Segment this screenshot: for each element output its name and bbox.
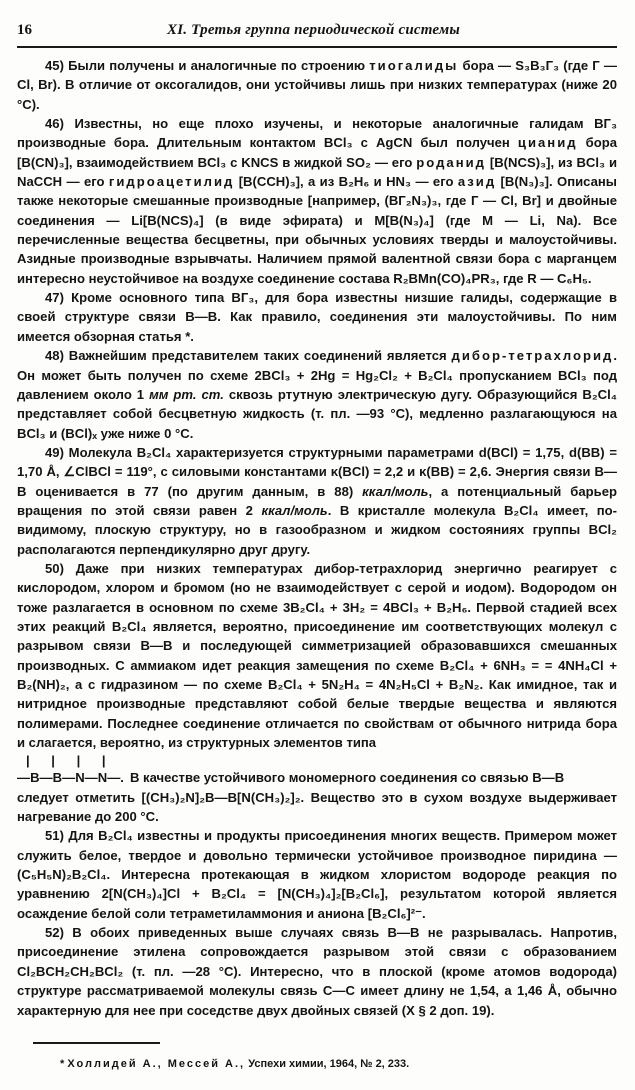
text-run: Молекула B₂Cl₄ характеризуется структурными параметрами d(BCl) = 1,75, d(BB) = 1,70 Å, ∠ClBCl = 119°, с силовыми константами κ(BCl) = 2,2 и κ(BB) = 2,6. Энергия связи B—B оценивается в 77 (по другим данным, в 88) [17,444,617,499]
text-run: . Он может быть получен по схеме 2BCl₃ + 2Hg = Hg₂Cl₂ + B₂Cl₄ пропусканием BCl₃ под давлением около 1 [17,348,617,402]
text-run: Даже при низких температурах дибор-тетрахлорид энергично реагирует с кислородом, хлором и бромом (но не взаимодействует с серой и иодом). Водородом он тоже разлагается в основном по схеме 3B₂Cl₄ + 3H₂ = 4BCl₃ + B₂H₆. Первой стадией всех этих реакций B₂Cl₄ является, вероятно, присоединение им соответствующих молекул с разрывом связи B—B и последующей симметризацией образовавшихся смешанных производных. С аммиаком идет реакция замещения по схеме B₂Cl₄ + 6NH₃ = = 4NH₄Cl + B₂(NH)₂, а с гидразином — по схеме B₂Cl₄ + 5N₂H₄ = 4N₂H₅Cl + B₂N₂. Как имидное, так и нитридное производные представляют собой белые твердые вещества и являются полимерами. Последнее соединение отличается по свойствам от обычного нитрида бора и слагается, вероятно, из структурных элементов типа [17,560,617,751]
italic-unit: ккал/моль [362,483,429,499]
text-run: [B(NCS)₃], из BCl₃ и NaCCH — его [17,154,618,190]
footnote-authors: Холлидей А., Мессей А., [67,1057,246,1070]
footnote-citation: Успехи химии, 1964, № 2, 233. [248,1057,410,1070]
text-run: бора — S₃B₃Г₃ (где Г — Cl, Br). В отличие от оксогалидов, они устойчивы лишь при низких температурах (ниже 20 °C). [17,58,617,112]
text-run: [B(CCH)₃], а из B₂H₆ и HN₃ — его [234,174,458,190]
paragraph-46 [17,114,617,288]
paragraph-45 [17,56,617,114]
text-run: В обоих приведенных выше случаях связь B—B не разрывалась. Напротив, присоединение этилена сопровождается разрывом этой связи с образованием Cl₂BCH₂CH₂BCl₂ (т. пл. —28 °C). Интересно, что в плоской (кроме атомов водорода) структуре рассматриваемой молекулы связь C—C имеет длину не 1,54, а 1,46 Å, обычно характерную для нее при соседстве двух двойных связей (X § 2 доп. 19). [17,925,617,1018]
text-run: , а потенциальный барьер вращения по этой связи равен 2 [17,483,617,518]
footnote [60,1058,617,1070]
paragraph-number: 45) [45,58,64,73]
paragraph-47 [17,288,617,346]
spaced-term: азид [457,174,497,190]
paragraph-number: 46) [45,116,64,132]
paragraph-number: 50) [45,560,64,576]
text-run: Для B₂Cl₄ известны и продукты присоединения многих веществ. Примером может служить белое, твердое и довольно термически устойчивое производное пиридина — (C₅H₅N)₂B₂Cl₄. Интересна протекающая в жидком хлористом водороде реакция по уравнению 2[N(CH₃)₄]Cl + B₂Cl₄ = [N(CH₃)₄]₂[B₂Cl₆], результатом которой является осаждение белой соли тетраметиламмония и аниона [B₂Cl₆]²⁻. [17,828,617,921]
spaced-term: гидроацетилид [108,174,235,190]
spaced-term: цианид [517,135,578,151]
chain-structure [17,754,124,787]
italic-unit: мм рт. ст. [149,386,224,402]
page-number: 16 [17,22,32,38]
page-header [17,18,617,46]
paragraph-number: 51) [45,828,64,844]
structural-formula-line [17,754,617,787]
text-run: сквозь ртутную электрическую дугу. Образующийся B₂Cl₄ представляет собой бесцветную жидкость (т. пл. —93 °C), медленно разлагающуюся на BCl₃ и (BCl)ₓ уже ниже 0 °C. [17,386,617,441]
paragraph-49 [17,443,617,559]
spaced-term: дибор-тетрахлорид [451,348,614,364]
chain-formula: —B—B—N—N—. [17,770,124,786]
text-run: Известны, но еще плохо изучены, и некоторые аналогичные галидам BГ₃ производные бора. Длительным контактом BCl₃ с AgCN был получен [17,116,617,151]
footnote-marker: * [60,1057,65,1070]
text-run: Кроме основного типа BГ₃, для бора известны низшие галиды, содержащие в своей структуре связи B—B. Как правило, соединения эти малоустойчивы. По ним имеется обзорная статья *. [17,290,617,344]
paragraph-50 [17,559,617,752]
paragraph-number: 52) [45,925,64,941]
text-run: [B(N₃)₃]. Описаны также некоторые смешанные производные [например, (BГ₂N₃)₃, где Г — Cl, Br] и двойные соединения — Li[B(NCS)₄] (в виде эфирата) и M[B(N₃)₄] (где M — Li, Na). Все перечисленные вещества бесцветны, при обычных условиях тверды и малоустойчивы. Азидные производные взрывчаты. Наличием прямой валентной связи бора с марганцем интересно неустойчивое на воздухе соединение состава R₂BMn(CO)₄PR₃, где R — C₆H₅. [17,174,617,286]
paragraph-52 [17,923,617,1020]
paragraph-number: 47) [45,290,64,306]
text-run: . В кристалле молекула B₂Cl₄ имеет, по-видимому, плоскую структуру, но в газообразном и жидком состояниях группы BCl₂ располагаются перпендикулярно друг другу. [17,502,617,557]
bond-bars: | | | | [26,753,115,769]
italic-unit: ккал/моль [261,502,328,518]
body-text [17,56,617,1020]
text-run: бора [B(CN)₃], взаимодействием BCl₃ с KNCS в жидкой SO₂ — его [17,135,617,170]
paragraph-number: 49) [45,444,64,460]
running-title: XI. Третья группа периодической системы [167,22,460,38]
paragraph-number: 48) [45,348,64,364]
paragraph-48 [17,346,617,443]
paragraph-continuation: следует отметить [(CH₃)₂N]₂B—B[N(CH₃)₂]₂. Вещество это в сухом воздухе выдерживает нагревание до 200 °C. [17,789,617,825]
footnote-rule [33,1042,160,1044]
header-rule [17,46,617,48]
text-run: Были получены и аналогичные по строению [63,58,370,73]
text-run: Важнейшим представителем таких соединений является [63,348,452,364]
paragraph-51 [17,826,617,923]
text-run: В качестве устойчивого мономерного соединения со связью B—B [129,770,565,786]
spaced-term: тиогалиды [369,58,459,73]
spaced-term: роданид [416,154,486,170]
